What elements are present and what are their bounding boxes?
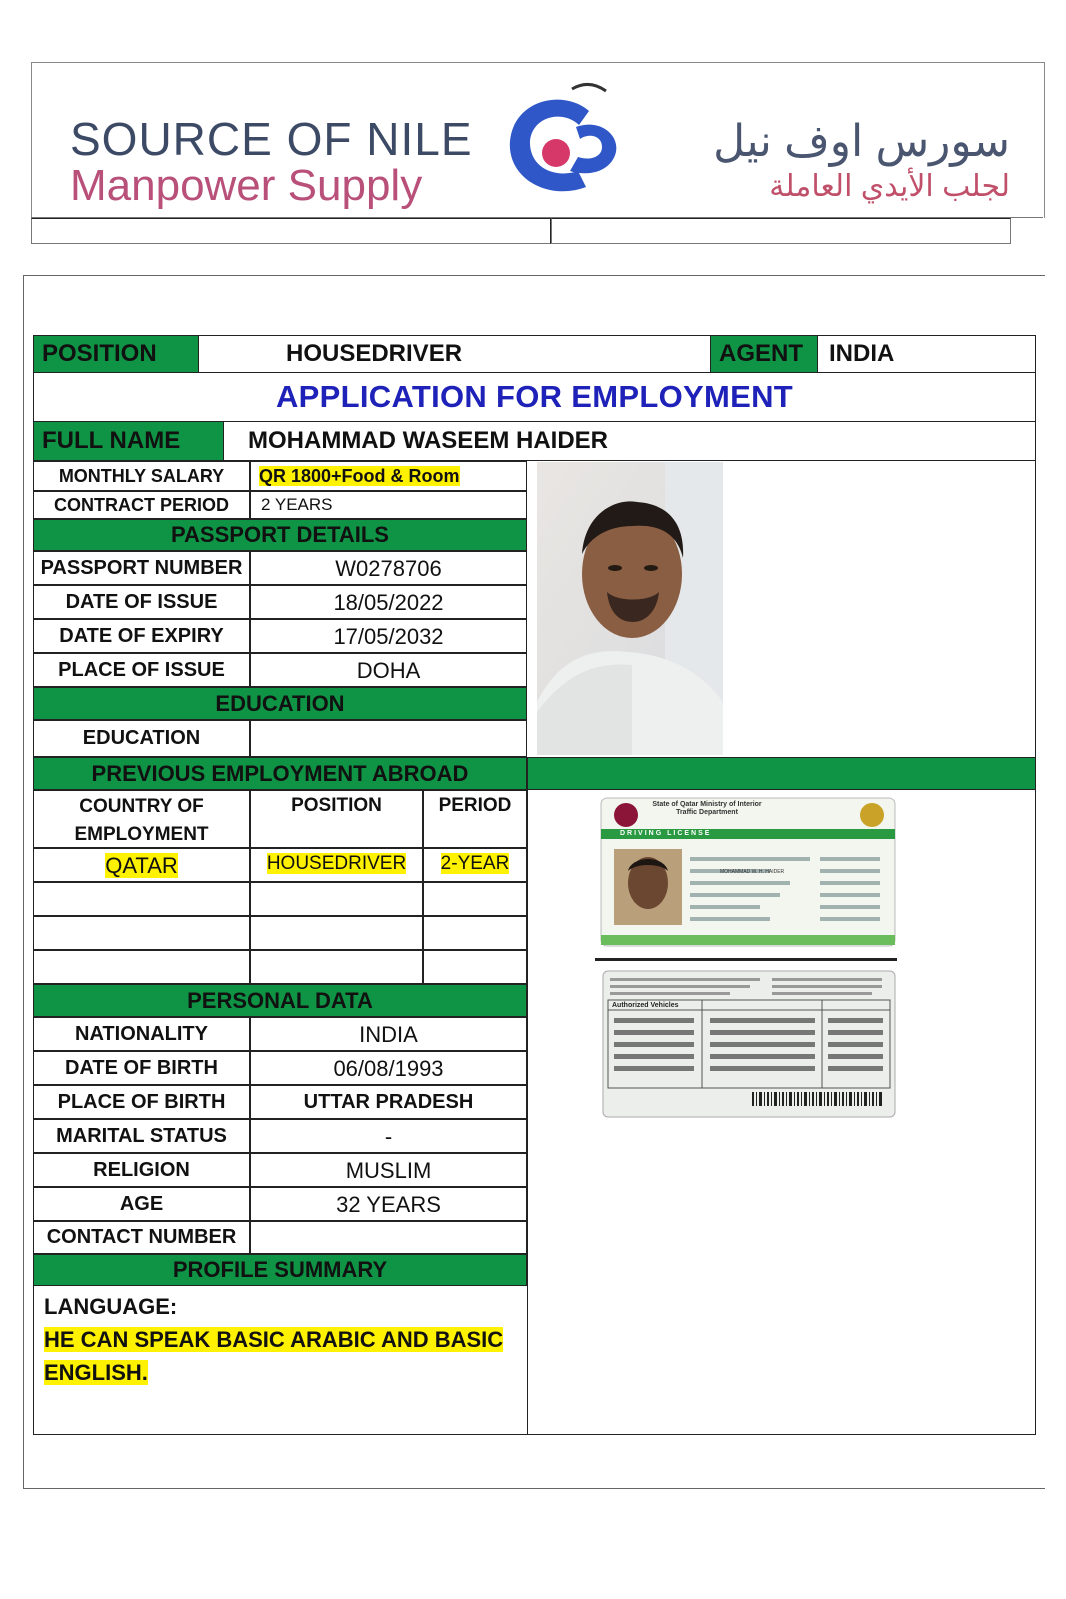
company-name-en (70, 115, 473, 209)
language-text-line2: ENGLISH. (44, 1360, 148, 1385)
dob-value: 06/08/1993 (250, 1051, 527, 1085)
date-of-issue-value: 18/05/2022 (250, 585, 527, 619)
education-value (250, 720, 527, 757)
contract-value: 2 YEARS (250, 491, 527, 519)
col-header-country-line1: COUNTRY OF (79, 796, 204, 817)
prev-row-2-position (250, 882, 423, 916)
prev-row-4-country (33, 950, 250, 984)
prev-row-2-country (33, 882, 250, 916)
driving-license-back (602, 970, 896, 1118)
place-of-birth-label: PLACE OF BIRTH (33, 1085, 250, 1119)
divider-bottom (33, 1434, 1036, 1435)
license-front-band: DRIVING LICENSE (620, 830, 712, 837)
company-logo (494, 79, 634, 209)
form-title: APPLICATION FOR EMPLOYMENT (276, 379, 793, 414)
prev-row-1-country-cell (33, 848, 250, 882)
letterhead (31, 62, 1045, 218)
col-header-position: POSITION (250, 790, 423, 848)
prev-row-1-position: HOUSEDRIVER (266, 853, 407, 874)
company-name-en-line1: SOURCE OF NILE (70, 113, 473, 165)
col-header-period: PERIOD (423, 790, 527, 848)
prev-row-3-country (33, 916, 250, 950)
position-row (33, 335, 1036, 373)
prev-row-4-position (250, 950, 423, 984)
driving-license-back-art (602, 970, 896, 1118)
prev-employment-section-header: PREVIOUS EMPLOYMENT ABROAD (33, 757, 527, 790)
company-name-en-line2: Manpower Supply (70, 161, 423, 210)
nationality-label: NATIONALITY (33, 1017, 250, 1051)
dob-label: DATE OF BIRTH (33, 1051, 250, 1085)
date-of-expiry-label: DATE OF EXPIRY (33, 619, 250, 653)
prev-row-3-position (250, 916, 423, 950)
salary-label: MONTHLY SALARY (33, 461, 250, 491)
religion-value: MUSLIM (250, 1153, 527, 1187)
marital-status-label: MARITAL STATUS (33, 1119, 250, 1153)
full-name-label: FULL NAME (34, 422, 224, 460)
personal-section-header: PERSONAL DATA (33, 984, 527, 1017)
divider-vertical-left (33, 1286, 34, 1435)
prev-row-2-period (423, 882, 527, 916)
company-name-ar (713, 117, 1010, 207)
language-label: LANGUAGE: (44, 1294, 178, 1319)
contract-label: CONTRACT PERIOD (33, 491, 250, 519)
divider-vertical-right (1035, 461, 1036, 1435)
col-header-country-line2: EMPLOYMENT (74, 824, 209, 845)
age-label: AGE (33, 1187, 250, 1221)
profile-summary (44, 1290, 514, 1389)
passport-number-value: W0278706 (250, 551, 527, 585)
col-header-country (33, 790, 250, 848)
driving-license-front (600, 797, 896, 947)
letterhead-cell-left (31, 218, 551, 244)
education-label: EDUCATION (33, 720, 250, 757)
prev-row-4-period (423, 950, 527, 984)
letterhead-rule (31, 217, 1043, 246)
company-name-ar-line1: سورس اوف نيل (713, 117, 1010, 166)
contact-number-label: CONTACT NUMBER (33, 1221, 250, 1254)
prev-row-1-position-cell (250, 848, 423, 882)
date-of-expiry-value: 17/05/2032 (250, 619, 527, 653)
position-value: HOUSEDRIVER (286, 340, 463, 367)
passport-section-header: PASSPORT DETAILS (33, 519, 527, 551)
divider-vertical-middle (527, 790, 528, 1435)
prev-row-1-period: 2-YEAR (440, 853, 510, 874)
position-label: POSITION (34, 336, 199, 372)
place-of-issue-value: DOHA (250, 653, 527, 687)
prev-row-1-period-cell (423, 848, 527, 882)
license-separator (595, 958, 897, 961)
license-front-name: MOHAMMAD W. H. HAIDER (720, 869, 785, 875)
license-back-header: Authorized Vehicles (612, 1002, 679, 1009)
religion-label: RELIGION (33, 1153, 250, 1187)
age-value: 32 YEARS (250, 1187, 527, 1221)
contact-number-value (250, 1221, 527, 1254)
date-of-issue-label: DATE OF ISSUE (33, 585, 250, 619)
applicant-photo (537, 462, 723, 755)
place-of-birth-value: UTTAR PRADESH (250, 1085, 527, 1119)
prev-row-3-period (423, 916, 527, 950)
salary-value-cell (250, 461, 527, 491)
prev-employment-section-extension (527, 757, 1036, 790)
agent-label: AGENT (710, 336, 818, 372)
salary-value: QR 1800+Food & Room (259, 466, 460, 486)
passport-number-label: PASSPORT NUMBER (33, 551, 250, 585)
full-name-row (33, 421, 1036, 461)
license-front-header: State of Qatar Ministry of Interior Traffic Department (652, 801, 762, 816)
nationality-value: INDIA (250, 1017, 527, 1051)
language-text-line1: HE CAN SPEAK BASIC ARABIC AND BASIC (44, 1327, 504, 1352)
profile-section-header: PROFILE SUMMARY (33, 1254, 527, 1286)
letterhead-cell-right (551, 218, 1011, 244)
place-of-issue-label: PLACE OF ISSUE (33, 653, 250, 687)
prev-row-1-country: QATAR (105, 853, 178, 878)
company-name-ar-line2: لجلب الأيدي العاملة (769, 170, 1010, 203)
marital-status-value: - (250, 1119, 527, 1153)
education-section-header: EDUCATION (33, 687, 527, 720)
form-title-row (33, 373, 1036, 421)
agent-value: INDIA (829, 340, 895, 367)
full-name-value: MOHAMMAD WASEEM HAIDER (248, 427, 608, 454)
